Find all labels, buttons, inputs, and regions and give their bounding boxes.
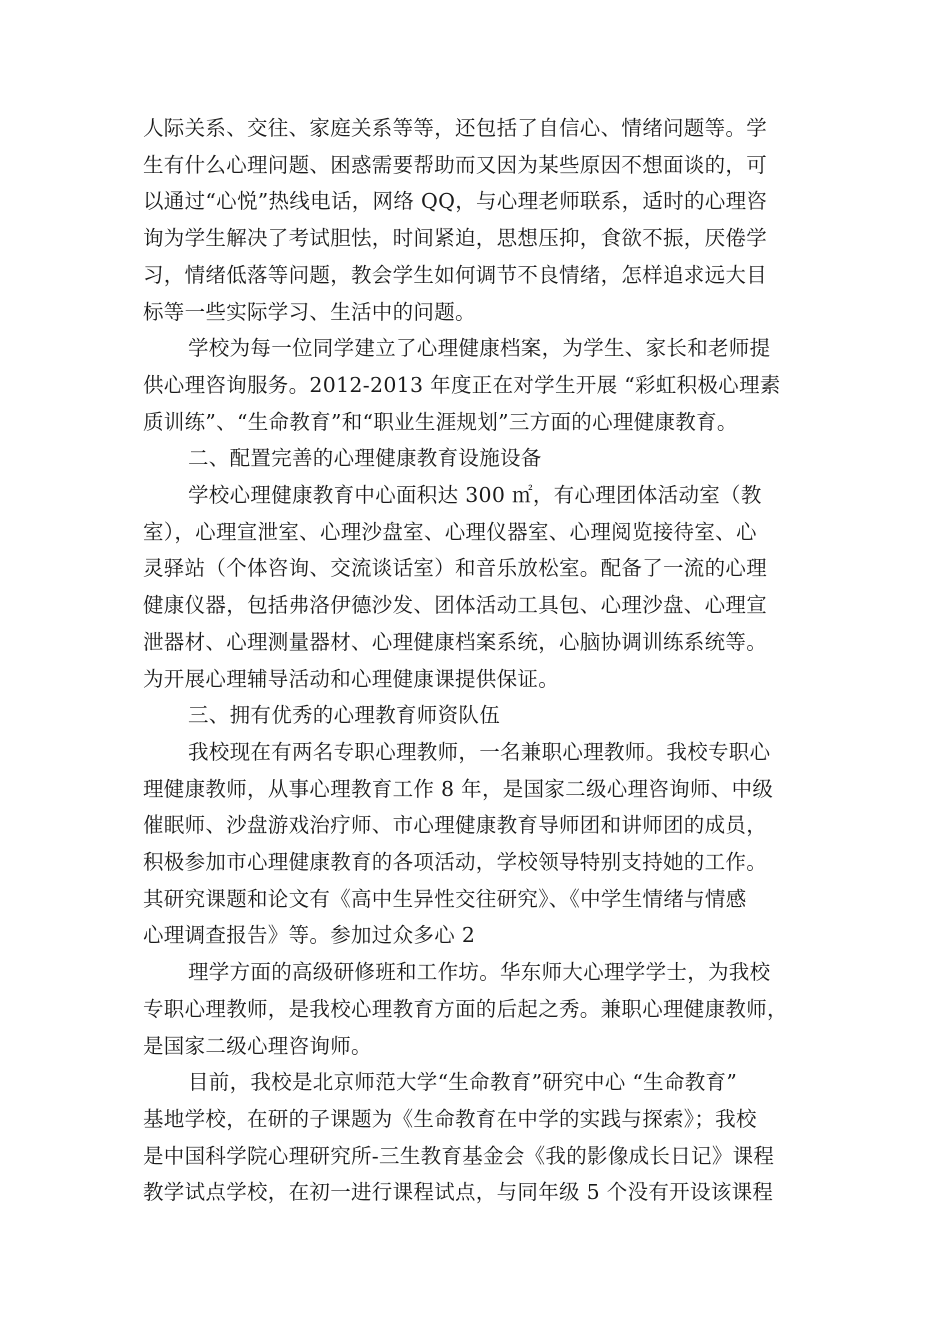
- text-line: 其研究课题和论文有《高中生异性交往研究》、《中学生情绪与情感: [143, 886, 747, 911]
- text-line: 以通过“心悦”热线电话，网络 QQ，与心理老师联系，适时的心理咨: [143, 189, 768, 214]
- text-line: 学校为每一位同学建立了心理健康档案，为学生、家长和老师提: [188, 336, 771, 361]
- text-line: 是中国科学院心理研究所-三生教育基金会《我的影像成长日记》课程: [143, 1143, 775, 1168]
- body-text: [143, 110, 823, 1211]
- text-line: 询为学生解决了考试胆怯，时间紧迫，思想压抑，食欲不振，厌倦学: [143, 226, 767, 251]
- text-line: 为开展心理辅导活动和心理健康课提供保证。: [143, 666, 559, 691]
- text-line: 催眠师、沙盘游戏治疗师、市心理健康教育导师团和讲师团的成员，: [143, 813, 767, 838]
- text-line: 灵驿站（个体咨询、交流谈话室）和音乐放松室。配备了一流的心理: [143, 556, 767, 581]
- text-line: 积极参加市心理健康教育的各项活动，学校领导特别支持她的工作。: [143, 850, 767, 875]
- text-line: 生有什么心理问题、困惑需要帮助而又因为某些原因不想面谈的，可: [143, 152, 767, 177]
- text-line: 专职心理教师，是我校心理教育方面的后起之秀。兼职心理健康教师，: [143, 996, 788, 1021]
- text-line: 目前，我校是北京师范大学“生命教育”研究中心 “生命教育”: [188, 1070, 738, 1095]
- text-line: 三、拥有优秀的心理教育师资队伍: [188, 703, 500, 728]
- text-line: 学校心理健康教育中心面积达 300 ㎡，有心理团体活动室（教: [188, 483, 762, 508]
- text-line: 二、配置完善的心理健康教育设施设备: [188, 446, 542, 471]
- text-line: 健康仪器，包括弗洛伊德沙发、团体活动工具包、心理沙盘、心理宣: [143, 593, 767, 618]
- text-line: 标等一些实际学习、生活中的问题。: [143, 299, 476, 324]
- text-line: 泄器材、心理测量器材、心理健康档案系统，心脑协调训练系统等。: [143, 629, 767, 654]
- text-line: 供心理咨询服务。2012-2013 年度正在对学生开展 “彩虹积极心理素: [143, 372, 781, 397]
- text-line: 我校现在有两名专职心理教师，一名兼职心理教师。我校专职心: [188, 739, 771, 764]
- text-line: 理学方面的高级研修班和工作坊。华东师大心理学学士，为我校: [188, 960, 771, 985]
- text-line: 人际关系、交往、家庭关系等等，还包括了自信心、情绪问题等。学: [143, 116, 767, 140]
- text-line: 心理调查报告》等。参加过众多心 2: [143, 923, 476, 948]
- text-line: 教学试点学校，在初一进行课程试点，与同年级 5 个没有开设该课程: [143, 1180, 774, 1205]
- text-line: 习，情绪低落等问题，教会学生如何调节不良情绪，怎样追求远大目: [143, 262, 767, 287]
- text-line: 理健康教师，从事心理教育工作 8 年，是国家二级心理咨询师、中级: [143, 776, 774, 801]
- text-line: 基地学校，在研的子课题为《生命教育在中学的实践与探索》；我校: [143, 1106, 757, 1131]
- text-line: 质训练”、“生命教育”和“职业生涯规划”三方面的心理健康教育。: [143, 409, 738, 434]
- text-line: 室），心理宣泄室、心理沙盘室、心理仪器室、心理阅览接待室、心: [143, 519, 757, 544]
- text-line: 是国家二级心理咨询师。: [143, 1033, 372, 1058]
